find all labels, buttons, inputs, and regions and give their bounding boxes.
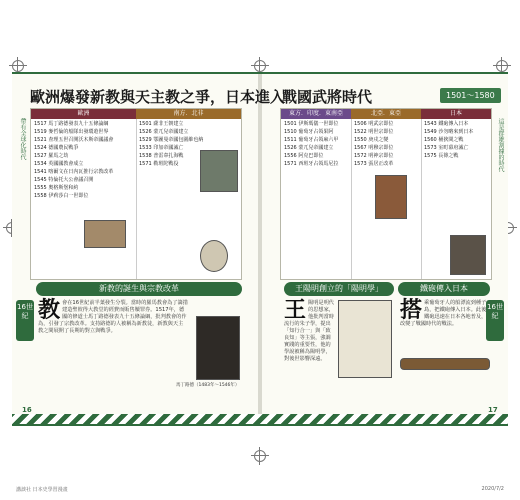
left-page-title: 歐洲爆發新教與天主教之爭，日本進入 xyxy=(30,90,286,106)
right-section-heading-2: 鐵砲傳入日本 xyxy=(398,282,490,296)
timeline-event: 1538 普雷韋扎海戰 xyxy=(139,153,184,159)
left-section-heading: 新教的誕生與宗教改革 xyxy=(36,282,242,296)
castle-illustration xyxy=(200,150,238,192)
luther-caption: 馬丁路德（1483年～1546年） xyxy=(176,383,240,388)
timeline-event: 1522 明世宗即位 xyxy=(354,129,394,135)
left-body-text xyxy=(38,297,188,335)
right-body-text-2 xyxy=(400,297,490,328)
timeline-event: 1510 葡萄牙占領果阿 xyxy=(284,129,334,135)
timeline-event: 1501 薩非王朝建立 xyxy=(139,121,184,127)
timeline-event: 1545 特倫托大公會議召開 xyxy=(34,177,94,183)
timeline-event: 1526 蒙兀兒帝國建立 xyxy=(284,145,334,151)
timeline-event: 1529 鄂圖曼帝國包圍維也納 xyxy=(139,137,204,143)
crop-mark-bottom-center xyxy=(254,450,266,462)
timeline-event: 1556 阿克巴即位 xyxy=(284,153,324,159)
timeline-event: 1533 印加帝國滅亡 xyxy=(139,145,184,151)
era-badge: 1501～1580 xyxy=(440,88,501,103)
crop-mark-top-right xyxy=(496,60,508,72)
timeline-event: 1555 奧格斯堡和約 xyxy=(34,185,79,191)
matchlock-gun-illustration xyxy=(400,358,490,370)
drop-cap: 王 xyxy=(284,297,307,322)
left-body-paragraph: 會在16世紀前半葉發生分裂。當時的羅馬教會為了籌措建造聖彼得大教堂的經費而販售贖罪券。1517年，德國的修道士馬丁路德發表九十五條論綱，批判教會的作為，引發了宗教改革。支持路德的人被稱為新教徒，新教與天主教之間展開了長期的對立與戰爭。 xyxy=(38,300,188,334)
column-header-east-india: 東方．印度．東南亞 xyxy=(281,109,351,119)
column-header-south: 南方．北非 xyxy=(136,109,241,119)
drop-cap: 搭 xyxy=(400,297,423,322)
timeline-event: 1573 張居正改革 xyxy=(354,161,394,167)
right-section-heading-1: 王陽明創立的「陽明學」 xyxy=(284,282,394,296)
column-header-europe: 歐洲 xyxy=(31,109,136,119)
timeline-event: 1526 蒙兀兒帝國建立 xyxy=(139,129,189,135)
timeline-event: 1571 西班牙占領馬尼拉 xyxy=(284,161,339,167)
timeline-event: 1572 明神宗即位 xyxy=(354,153,394,159)
timeline-event: 1534 英國國教會成立 xyxy=(34,161,84,167)
timeline-event: 1567 明穆宗即位 xyxy=(354,145,394,151)
timeline-event: 1521 查理五世召開沃木斯帝國議會 xyxy=(34,137,114,143)
battle-illustration xyxy=(84,220,126,248)
right-page-title: 戰國武將時代 xyxy=(282,90,373,106)
column-east-asia-india xyxy=(281,109,352,279)
timeline-event: 1558 伊莉莎白一世即位 xyxy=(34,193,89,199)
samurai-portrait xyxy=(450,235,486,275)
column-header-japan: 日本 xyxy=(421,109,491,119)
left-section-tag: 16世紀 xyxy=(16,300,34,341)
timeline-event: 1571 勒班陀戰役 xyxy=(139,161,179,167)
crop-mark-top-center xyxy=(254,60,266,72)
timeline-event: 1560 桶狹間之戰 xyxy=(424,137,464,143)
timeline-event: 1550 庚戌之變 xyxy=(354,137,389,143)
timeline-event: 1549 沙勿略來到日本 xyxy=(424,129,474,135)
timeline-event: 1573 室町幕府滅亡 xyxy=(424,145,469,151)
drop-cap: 教 xyxy=(38,297,61,322)
right-body-text-1 xyxy=(284,297,334,363)
book-spine xyxy=(258,74,262,414)
timeline-event: 1517 馬丁路德發表九十五條論綱 xyxy=(34,121,109,127)
timeline-event: 1511 葡萄牙占領麻六甲 xyxy=(284,137,339,143)
timeline-event: 1541 喀爾文在日內瓦推行宗教改革 xyxy=(34,169,114,175)
right-section-tag: 16世紀 xyxy=(486,300,504,341)
left-page-number: 16 xyxy=(22,406,32,414)
luther-portrait xyxy=(196,316,240,380)
left-vertical-note: 帶有全球化時代 xyxy=(19,118,26,160)
timeline-event: 1575 長篠之戰 xyxy=(424,153,459,159)
crop-mark-top-left xyxy=(12,60,24,72)
timeline-event: 1506 明武宗即位 xyxy=(354,121,394,127)
timeline-event: 1527 羅馬之劫 xyxy=(34,153,69,159)
column-header-north-east: 北亞．東亞 xyxy=(351,109,421,119)
timeline-event: 1519 麥哲倫的船隊出發環遊世界 xyxy=(34,129,109,135)
right-body-paragraph-2: 乘葡萄牙人的船漂流到種子島，把鐵砲傳入日本。此後鐵砲迅速在日本各地普及，改變了戰國時代的戰法。 xyxy=(400,300,487,327)
painting-illustration xyxy=(375,175,407,219)
column-europe xyxy=(31,109,137,279)
right-body-paragraph-1: 陽明是明代的思想家，他批判當時流行的朱子學，提出「知行合一」與「致良知」等主張，強調實踐的重要性，他的學說被稱為陽明學，對後世影響深遠。 xyxy=(284,300,334,362)
portrait-illustration xyxy=(200,240,228,272)
right-page-number: 17 xyxy=(488,406,498,414)
timeline-event: 1543 鐵砲傳入日本 xyxy=(424,121,469,127)
timeline-event: 1501 伊斯瑪儀一世即位 xyxy=(284,121,339,127)
footer-right: 2020/7/2 xyxy=(481,486,504,492)
timeline-event: 1524 德國農民戰爭 xyxy=(34,145,79,151)
right-vertical-note: 這是群雄割據的時代 xyxy=(497,118,504,172)
footer-left: 講談社 日本史學習漫畫 xyxy=(16,487,68,493)
wang-yangming-portrait xyxy=(338,300,392,378)
